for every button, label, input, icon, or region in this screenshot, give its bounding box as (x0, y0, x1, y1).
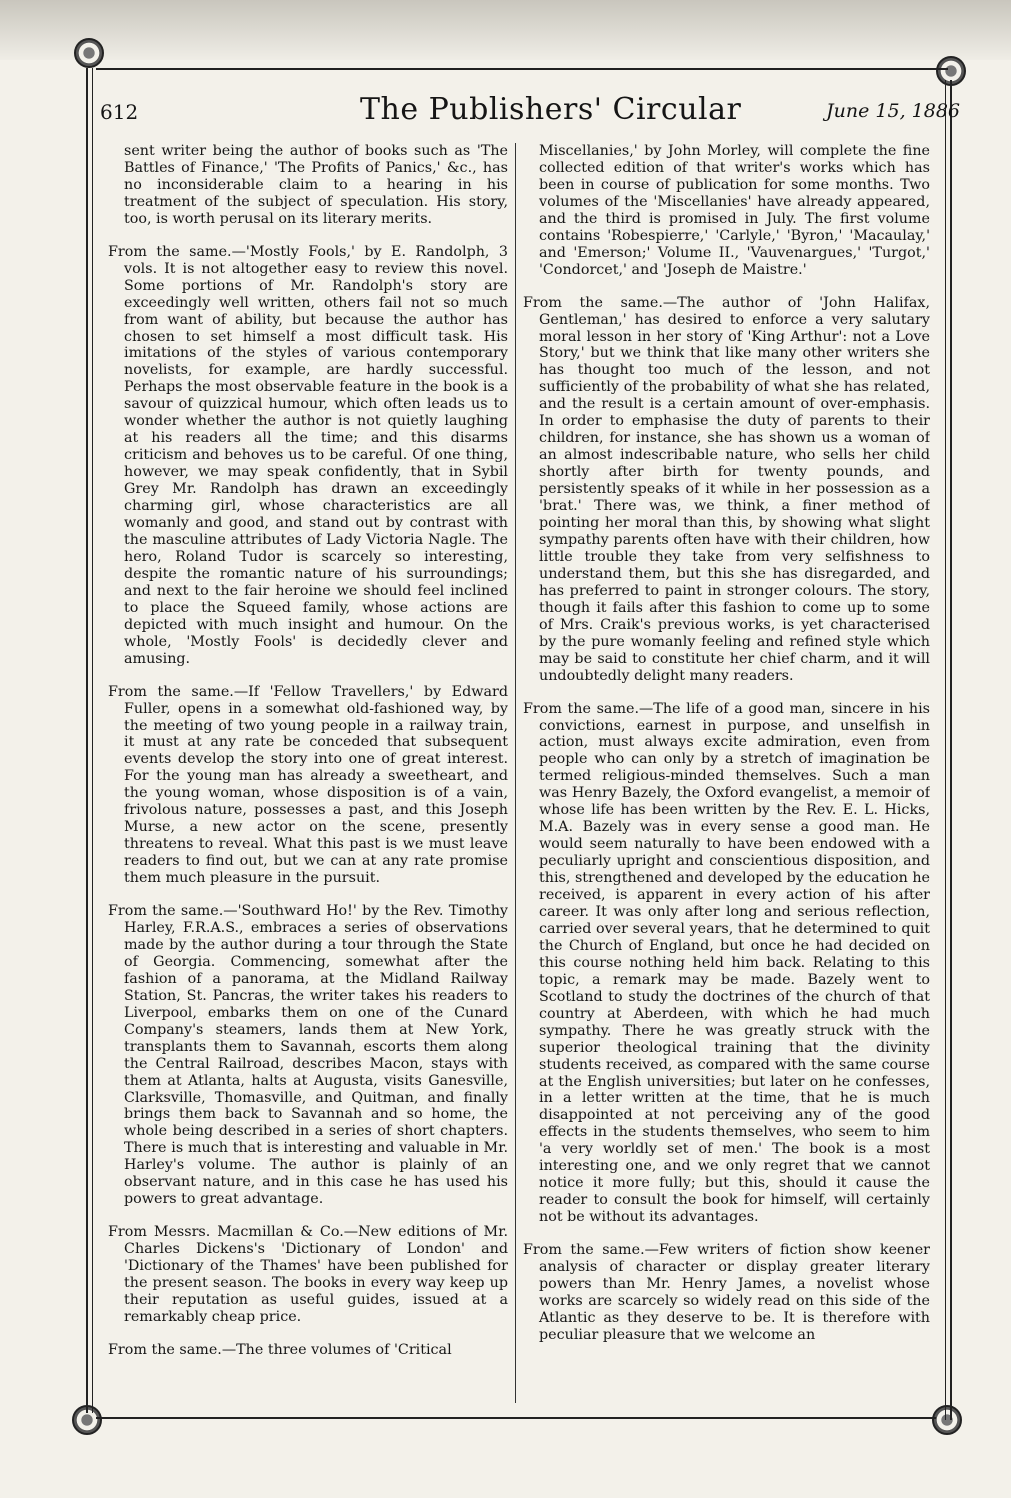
article-paragraph: sent writer being the author of books such as 'The Battles of Finance,' 'The Profits of Panics,' &c., has no inconsiderable claim to a hearing in his treatment of the subject of speculation. His story, too, is worth perusal on its literary merits. (124, 143, 508, 227)
article-paragraph: From the same.—If 'Fellow Travellers,' by Edward Fuller, opens in a somewhat old-fashioned way, by the meeting of two young people in a railway train, it must at any rate be conceded that subsequent events develop the story into one of great interest. For the young man has already a sweetheart, and the young woman, whose disposition is of a vain, frivolous nature, possesses a past, and this Joseph Murse, a new actor on the scene, presently threatens to reveal. What this past is we must leave readers to find out, but we can at any rate promise them much pleasure in the pursuit. (108, 683, 508, 887)
article-paragraph: From the same.—'Mostly Fools,' by E. Randolph, 3 vols. It is not altogether easy to review this novel. Some portions of Mr. Randolph's story are exceedingly well written, others fail not so much from want of ability, but because the author has chosen to set himself a most difficult task. His imitations of the styles of various contemporary novelists, for example, are hardly successful. Perhaps the most observable feature in the book is a savour of quizzical humour, which often leads us to wonder whether the author is not quietly laughing at his readers all the time; and this disarms criticism and behoves us to be careful. Of one thing, however, we may speak confidently, that in Sybil Grey Mr. Randolph has drawn an exceedingly charming girl, whose characteristics are all womanly and good, and stand out by contrast with the masculine attributes of Lady Victoria Nagle. The hero, Roland Tudor is scarcely so interesting, despite the romantic nature of his surroundings; and next to the fair heroine we should feel inclined to place the Squeed family, whose actions are depicted with much insight and humour. On the whole, 'Mostly Fools' is decidedly clever and amusing. (108, 243, 508, 667)
right-border-rule-inner (945, 80, 946, 1420)
article-paragraph: Miscellanies,' by John Morley, will complete the fine collected edition of that writer's works which has been in course of publication for some months. Two volumes of the 'Miscellanies' have already appeared, and the third is promised in July. The first volume contains 'Robespierre,' 'Carlyle,' 'Byron,' 'Macaulay,' and 'Emerson;' Volume II., 'Vauvenargues,' 'Turgot,' 'Condorcet,' and 'Joseph de Maistre.' (539, 143, 930, 278)
top-left-ornament-icon (74, 38, 104, 68)
left-border-rule-inner (92, 68, 93, 1413)
right-border-rule (950, 80, 952, 1420)
left-border-rule (86, 68, 88, 1413)
scan-top-band (0, 0, 1011, 60)
article-paragraph: From the same.—The author of 'John Halifax, Gentleman,' has desired to enforce a very salutary moral lesson in her story of 'King Arthur': not a Love Story,' but we think that like many other writers she has thought too much of the lesson, and not sufficiently of the probability of what she has related, and the result is a certain amount of over-emphasis. In order to emphasise the duty of parents to their children, for instance, she has shown us a woman of an almost indescribable nature, who sells her child shortly after birth for twenty pounds, and persistently speaks of it while in her possession as a 'brat.' There was, we think, a finer method of pointing her moral than this, by showing what slight sympathy parents often have with their children, how little trouble they take from very selfishness to understand them, but this she has disregarded, and has preferred to paint in stronger colours. The story, though it fails after this fashion to come up to some of Mrs. Craik's previous works, is yet characterised by the pure womanly feeling and refined style which may be said to constitute her chief charm, and it will undoubtedly delight many readers. (523, 294, 930, 684)
bottom-right-ornament-icon (932, 1405, 962, 1435)
article-paragraph: From the same.—The three volumes of 'Critical (108, 1341, 452, 1358)
article-paragraph: From the same.—'Southward Ho!' by the Rev. Timothy Harley, F.R.A.S., embraces a series of observations made by the author during a tour through the State of Georgia. Commencing, somewhat after the fashion of a panorama, at the Midland Railway Station, St. Pancras, the writer takes his readers to Liverpool, embarks them on one of the Cunard Company's steamers, lands them at New York, transplants them to Savannah, escorts them along the Central Railroad, describes Macon, stays with them at Atlanta, halts at Augusta, visits Ganesville, Clarksville, Thomasville, and Quitman, and finally brings them back to Savannah and so home, the whole being described in a series of short chapters. There is much that is interesting and valuable in Mr. Harley's volume. The author is plainly of an observant nature, and in this case he has used his powers to great advantage. (108, 903, 508, 1208)
page-date: June 15, 1886 (826, 100, 960, 122)
article-paragraph: From the same.—The life of a good man, sincere in his convictions, earnest in purpose, and unselfish in action, must always excite admiration, even from people who can only by a stretch of imagination be termed religious-minded themselves. Such a man was Henry Bazely, the Oxford evangelist, a memoir of whose life has been written by the Rev. E. L. Hicks, M.A. Bazely was in every sense a good man. He would seem naturally to have been endowed with a peculiarly upright and conscientious disposition, and this, strengthened and developed by the education he received, is apparent in every action of his after career. It was only after long and serious reflection, carried over several years, that he determined to quit the Church of England, but once he had decided on this course nothing held him back. Relating to this topic, a remark may be made. Bazely went to Scotland to study the doctrines of the church of that country at Aberdeen, with which he had much sympathy. There he was greatly struck with the superior theological training that the divinity students received, as compared with the same course at the English universities; but later on he confesses, in a letter written at the time, that he is much disappointed at not perceiving any of the good effects in the students themselves, who seem to him 'a very worldly set of men.' The book is a most interesting one, and we only regret that we cannot notice it more fully; but this, should it cause the reader to consult the book for himself, will certainly not be without its advantages. (523, 700, 930, 1226)
column-separator (515, 143, 516, 1403)
right-column (523, 143, 930, 1468)
page-number: 612 (100, 100, 139, 124)
page-title: The Publishers' Circular (360, 92, 742, 127)
top-border-rule (96, 68, 948, 70)
left-column (108, 143, 508, 1468)
article-paragraph: From Messrs. Macmillan & Co.—New editions of Mr. Charles Dickens's 'Dictionary of London' and 'Dictionary of the Thames' have been published for the present season. The books in every way keep up their reputation as useful guides, issued at a remarkably cheap price. (108, 1224, 508, 1325)
page-header (100, 92, 960, 132)
article-paragraph: From the same.—Few writers of fiction show keener analysis of character or display greater literary powers than Mr. Henry James, a novelist whose works are scarcely so widely read on this side of the Atlantic as they deserve to be. It is therefore with peculiar pleasure that we welcome an (523, 1242, 930, 1343)
